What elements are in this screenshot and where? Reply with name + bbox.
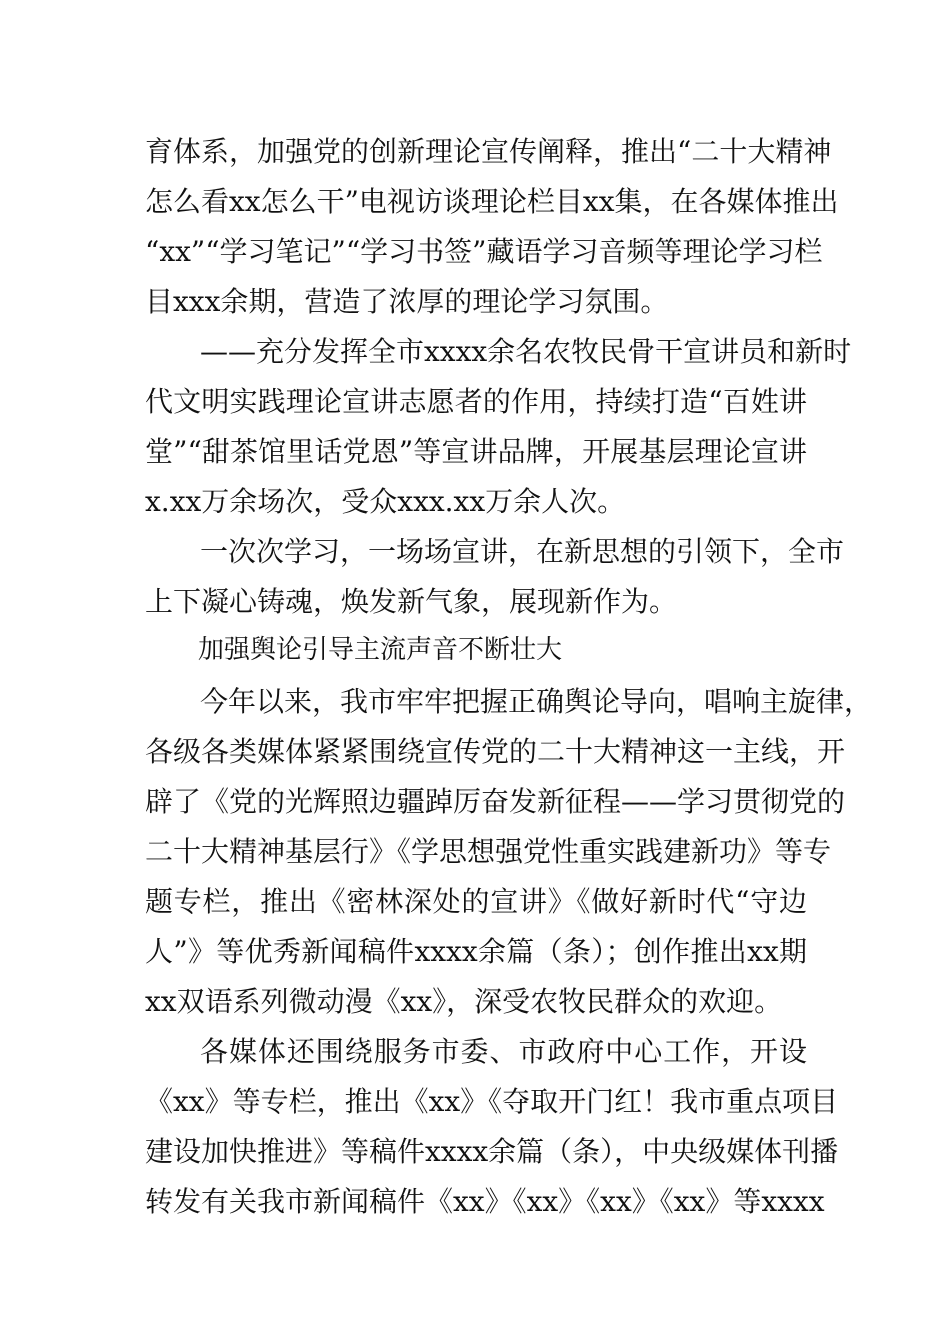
body-text-line: xx双语系列微动漫《xx》，深受农牧民群众的欢迎。	[145, 985, 783, 1018]
body-text-line: 各媒体还围绕服务市委、市政府中心工作，开设	[200, 1035, 807, 1068]
body-text-line: 目xxx余期，营造了浓厚的理论学习氛围。	[145, 285, 669, 318]
body-text-line: 一次次学习，一场场宣讲，在新思想的引领下，全市	[200, 535, 845, 568]
body-text-line: 建设加快推进》等稿件xxxx余篇（条），中央级媒体刊播	[145, 1135, 839, 1168]
body-text-line: 上下凝心铸魂，焕发新气象，展现新作为。	[145, 585, 678, 618]
body-text-line: 怎么看xx怎么干”电视访谈理论栏目xx集，在各媒体推出	[145, 185, 839, 218]
body-text-line: x.xx万余场次，受众xxx.xx万余人次。	[145, 485, 626, 518]
body-text-line: 《xx》等专栏，推出《xx》《夺取开门红！我市重点项目	[145, 1085, 839, 1118]
body-text-line: “xx”“学习笔记”“学习书签”藏语学习音频等理论学习栏	[145, 235, 823, 268]
body-text-line: 育体系，加强党的创新理论宣传阐释，推出“二十大精神	[145, 135, 832, 168]
body-text-line: 题专栏，推出《密林深处的宣讲》《做好新时代“守边	[145, 885, 807, 918]
body-text-line: 辟了《党的光辉照边疆踔厉奋发新征程——学习贯彻党的	[145, 785, 846, 818]
body-text-line: 转发有关我市新闻稿件《xx》《xx》《xx》《xx》等xxxx	[145, 1185, 825, 1218]
body-text-line: 各级各类媒体紧紧围绕宣传党的二十大精神这一主线，开	[145, 735, 846, 768]
body-text-line: 二十大精神基层行》《学思想强党性重实践建新功》等专	[145, 835, 832, 868]
body-text-line: 堂”“甜茶馆里话党恩”等宣讲品牌，开展基层理论宣讲	[145, 435, 807, 468]
section-heading: 加强舆论引导主流声音不断壮大	[198, 635, 563, 665]
body-text-line: 人”》等优秀新闻稿件xxxx余篇（条）；创作推出xx期	[145, 935, 807, 968]
body-text-line: ——充分发挥全市xxxx余名农牧民骨干宣讲员和新时	[200, 335, 852, 368]
body-text-line: 代文明实践理论宣讲志愿者的作用，持续打造“百姓讲	[145, 385, 807, 418]
body-text-line: 今年以来，我市牢牢把握正确舆论导向，唱响主旋律，	[200, 685, 873, 718]
